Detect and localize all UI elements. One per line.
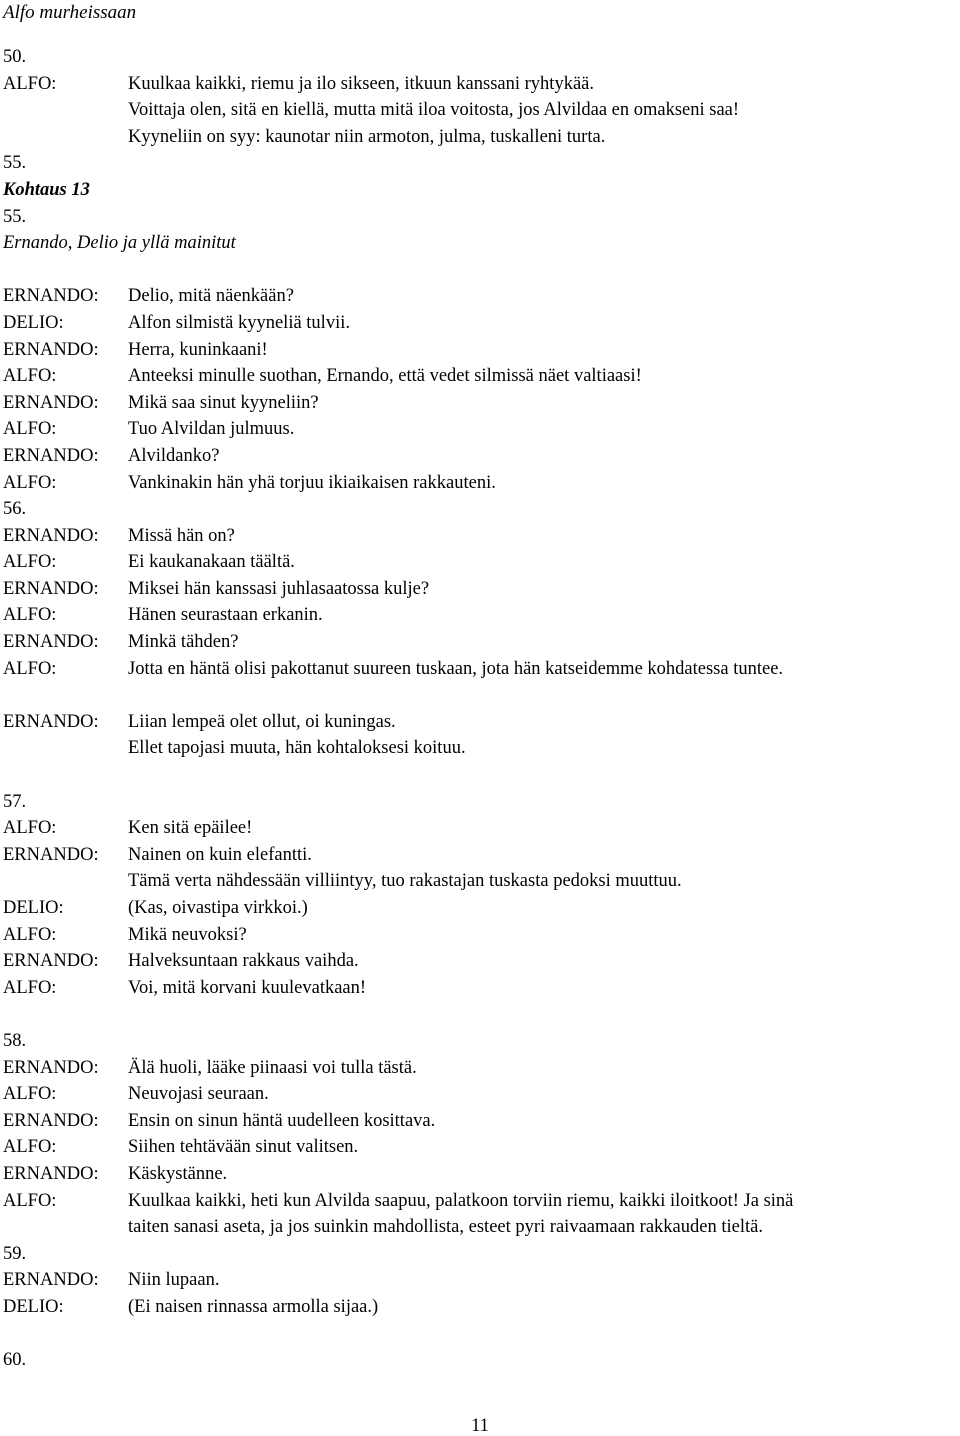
section-number-text: 55.: [3, 206, 27, 227]
dialogue-line: [3, 1267, 960, 1294]
dialogue-text: Mikä saa sinut kyyneliin?: [128, 392, 319, 413]
dialogue-line: [3, 815, 960, 842]
dialogue-text: Tuo Alvildan julmuus.: [128, 419, 295, 440]
dialogue-line: [3, 549, 960, 576]
dialogue-line: [3, 576, 960, 603]
speaker-name: ALFO:: [3, 472, 57, 493]
dialogue-line: [3, 1214, 960, 1241]
dialogue-text: Alvildanko?: [128, 445, 220, 466]
dialogue-line: [3, 1055, 960, 1082]
speaker-name: ERNANDO:: [3, 844, 99, 865]
dialogue-text: Ensin on sinun häntä uudelleen kosittava.: [128, 1110, 436, 1131]
dialogue-line: [3, 1188, 960, 1215]
speaker-name: ALFO:: [3, 366, 57, 387]
blank-line: [3, 682, 960, 709]
speaker-name: DELIO:: [3, 312, 64, 333]
speaker-name: ERNANDO:: [3, 1110, 99, 1131]
speaker-name: ALFO:: [3, 658, 57, 679]
dialogue-line: [3, 97, 960, 124]
dialogue-line: [3, 1134, 960, 1161]
speaker-name: ALFO:: [3, 1137, 57, 1158]
speaker-name: ERNANDO:: [3, 711, 99, 732]
dialogue-line: [3, 1081, 960, 1108]
dialogue-text: Neuvojasi seuraan.: [128, 1084, 269, 1105]
dialogue-text: Älä huoli, lääke piinaasi voi tulla tästä.: [128, 1057, 417, 1078]
dialogue-line: [3, 975, 960, 1002]
dialogue-text: Kyyneliin on syy: kaunotar niin armoton, julma, tuskalleni turta.: [128, 126, 606, 147]
dialogue-line: [3, 1294, 960, 1321]
dialogue-line: [3, 735, 960, 762]
speaker-name: ERNANDO:: [3, 525, 99, 546]
dialogue-text: Kuulkaa kaikki, heti kun Alvilda saapuu, palatkoon torviin riemu, kaikki iloitkoot! Ja sinä: [128, 1190, 794, 1211]
dialogue-text: Halveksuntaan rakkaus vaihda.: [128, 951, 359, 972]
dialogue-text: Tämä verta nähdessään villiintyy, tuo rakastajan tuskasta pedoksi muuttuu.: [128, 871, 682, 892]
blank-line: [3, 762, 960, 789]
speaker-name: ERNANDO:: [3, 286, 99, 307]
dialogue-line: [3, 602, 960, 629]
dialogue-text: Herra, kuninkaani!: [128, 339, 268, 360]
dialogue-line: [3, 283, 960, 310]
blank-line: [3, 1001, 960, 1028]
dialogue-line: [3, 709, 960, 736]
speaker-name: DELIO:: [3, 1296, 64, 1317]
dialogue-line: [3, 337, 960, 364]
speaker-name: ALFO:: [3, 1084, 57, 1105]
script-body: [3, 44, 960, 1374]
section-number-text: 50.: [3, 47, 27, 67]
speaker-name: ERNANDO:: [3, 1057, 99, 1078]
dialogue-line: [3, 656, 960, 683]
section-number: [3, 1241, 960, 1268]
speaker-name: ERNANDO:: [3, 392, 99, 413]
dialogue-text: Missä hän on?: [128, 525, 235, 546]
dialogue-text: (Kas, oivastipa virkkoi.): [128, 898, 308, 918]
speaker-name: ALFO:: [3, 552, 57, 573]
dialogue-line: [3, 390, 960, 417]
dialogue-line: [3, 71, 960, 98]
dialogue-line: [3, 310, 960, 337]
dialogue-line: [3, 470, 960, 497]
section-number-text: 56.: [3, 499, 27, 520]
dialogue-text: Siihen tehtävään sinut valitsen.: [128, 1137, 359, 1158]
speaker-name: ALFO:: [3, 1190, 57, 1211]
dialogue-line: [3, 922, 960, 949]
dialogue-text: Jotta en häntä olisi pakottanut suureen tuskaan, jota hän katseidemme kohdatessa tuntee.: [128, 658, 784, 679]
speaker-name: ERNANDO:: [3, 951, 99, 972]
dialogue-text: Mikä neuvoksi?: [128, 924, 247, 945]
speaker-name: ALFO:: [3, 605, 57, 626]
section-number-text: 58.: [3, 1030, 27, 1051]
speaker-name: ALFO:: [3, 73, 57, 94]
dialogue-text: Minkä tähden?: [128, 632, 239, 653]
dialogue-line: [3, 363, 960, 390]
speaker-name: ERNANDO:: [3, 578, 99, 599]
dialogue-text: Nainen on kuin elefantti.: [128, 844, 312, 865]
dialogue-line: [3, 948, 960, 975]
speaker-name: DELIO:: [3, 898, 64, 918]
stage-direction-text: Ernando, Delio ja yllä mainitut: [3, 233, 236, 254]
section-number: [3, 204, 960, 231]
dialogue-text: Anteeksi minulle suothan, Ernando, että vedet silmissä näet valtiaasi!: [128, 366, 642, 387]
dialogue-line: [3, 1161, 960, 1188]
dialogue-text: Voi, mitä korvani kuulevatkaan!: [128, 977, 367, 998]
section-number: [3, 789, 960, 816]
section-number: [3, 496, 960, 523]
dialogue-line: [3, 629, 960, 656]
dialogue-text: Ei kaukanakaan täältä.: [128, 552, 295, 573]
speaker-name: ALFO:: [3, 818, 57, 839]
dialogue-text: Voittaja olen, sitä en kiellä, mutta mitä iloa voitosta, jos Alvildaa en omakseni saa!: [128, 100, 740, 121]
speaker-name: ALFO:: [3, 419, 57, 440]
page-header-title: Alfo murheissaan: [3, 2, 137, 23]
page-number: 11: [471, 1416, 489, 1436]
dialogue-text: Vankinakin hän yhä torjuu ikiaikaisen rakkauteni.: [128, 472, 496, 493]
speaker-name: ALFO:: [3, 977, 57, 998]
dialogue-line: [3, 416, 960, 443]
dialogue-text: Ellet tapojasi muuta, hän kohtaloksesi koituu.: [128, 738, 466, 759]
dialogue-text: Alfon silmistä kyyneliä tulvii.: [128, 312, 350, 333]
dialogue-text: Delio, mitä näenkään?: [128, 286, 294, 307]
section-number: [3, 150, 960, 177]
dialogue-text: Liian lempeä olet ollut, oi kuningas.: [128, 711, 396, 732]
dialogue-text: Niin lupaan.: [128, 1270, 220, 1291]
dialogue-line: [3, 124, 960, 151]
speaker-name: ERNANDO:: [3, 1163, 99, 1184]
scene-heading-text: Kohtaus 13: [3, 179, 90, 200]
dialogue-text: Miksei hän kanssasi juhlasaatossa kulje?: [128, 578, 430, 599]
dialogue-line: [3, 868, 960, 895]
dialogue-line: [3, 1108, 960, 1135]
stage-direction: [3, 230, 960, 257]
blank-line: [3, 1321, 960, 1348]
section-number-text: 55.: [3, 153, 27, 174]
speaker-name: ERNANDO:: [3, 339, 99, 360]
dialogue-text: Käskystänne.: [128, 1163, 228, 1184]
dialogue-text: Hänen seurastaan erkanin.: [128, 605, 323, 626]
dialogue-line: [3, 895, 960, 922]
speaker-name: ALFO:: [3, 924, 57, 945]
dialogue-text: (Ei naisen rinnassa armolla sijaa.): [128, 1296, 379, 1317]
speaker-name: ERNANDO:: [3, 1270, 99, 1291]
dialogue-line: [3, 842, 960, 869]
section-number-text: 57.: [3, 791, 27, 812]
dialogue-line: [3, 523, 960, 550]
section-number: [3, 1028, 960, 1055]
blank-line: [3, 257, 960, 284]
section-number-text: 59.: [3, 1243, 27, 1264]
section-number: [3, 44, 960, 71]
dialogue-line: [3, 443, 960, 470]
section-number: [3, 1347, 960, 1374]
dialogue-text: Ken sitä epäilee!: [128, 818, 253, 839]
dialogue-text: Kuulkaa kaikki, riemu ja ilo sikseen, itkuun kanssani ryhtykää.: [128, 73, 594, 94]
section-number-text: 60.: [3, 1350, 27, 1371]
speaker-name: ERNANDO:: [3, 445, 99, 466]
speaker-name: ERNANDO:: [3, 632, 99, 653]
dialogue-text: taiten sanasi aseta, ja jos suinkin mahdollista, esteet pyri raivaamaan rakkauden tieltä.: [128, 1217, 763, 1238]
scene-heading: [3, 177, 960, 204]
